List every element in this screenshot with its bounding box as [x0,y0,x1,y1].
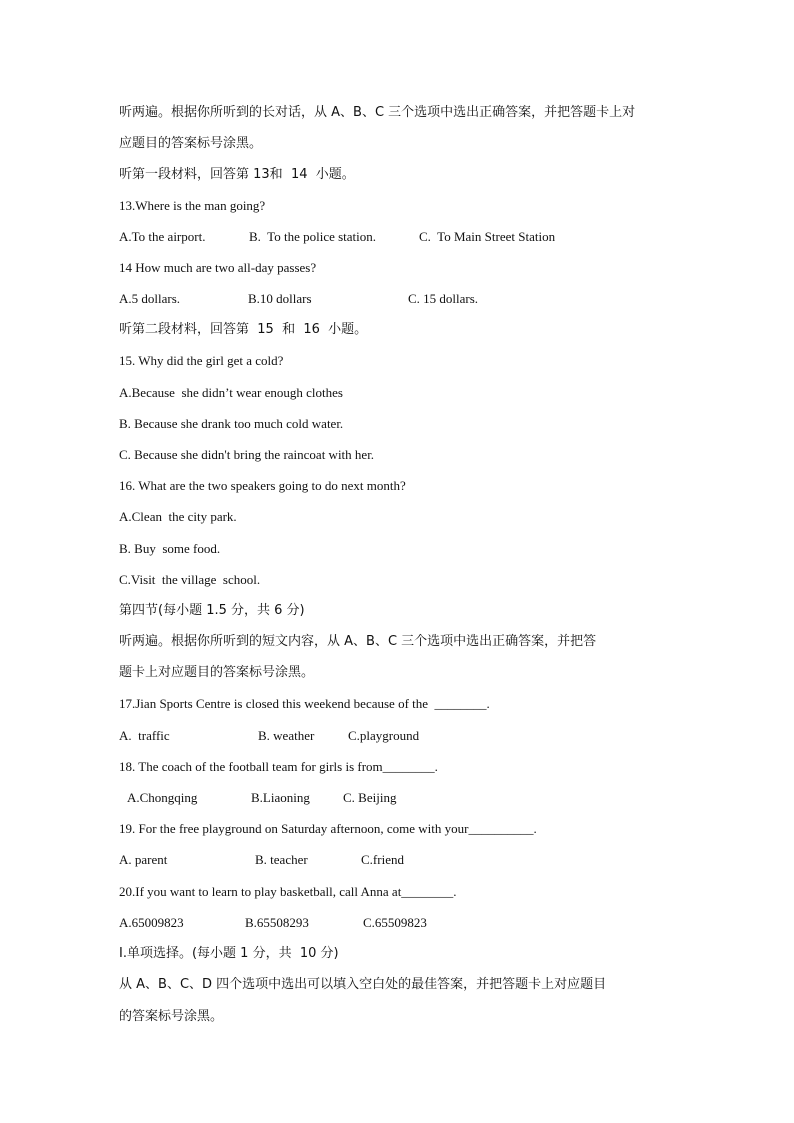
q16-stem: 16. What are the two speakers going to do next month? [119,478,406,493]
q16-option-a: A.Clean the city park. [119,509,237,524]
q17-option-b: B. weather [258,728,315,743]
q14-option-b: B.10 dollars [248,291,312,306]
q20-option-c: C.65509823 [363,915,427,930]
q15-stem: 15. Why did the girl get a cold? [119,353,284,368]
q18-option-c: C. Beijing [343,790,397,805]
q13-stem: 13.Where is the man going? [119,198,266,213]
q20-option-b: B.65508293 [245,915,309,930]
section3-instruction-line1: 听两遍。根据你所听到的长对话，从 A、B、C 三个选项中选出正确答案，并把答题卡上对 [119,105,636,120]
q17-option-c: C.playground [348,728,420,743]
q20-option-a: A.65009823 [119,915,184,930]
q15-option-b: B. Because she drank too much cold water. [119,416,344,431]
q14-option-a: A.5 dollars. [119,291,181,306]
q16-option-b: B. Buy some food. [119,541,221,556]
material1-heading: 听第一段材料，回答第 13和 14 小题。 [119,167,355,182]
q18-option-a: A.Chongqing [127,790,198,805]
part1-instruction-line2: 的答案标号涂黑。 [119,1009,224,1024]
section4-instruction-line2: 题卡上对应题目的答案标号涂黑。 [119,665,315,680]
section4-instruction-line1: 听两遍。根据你所听到的短文内容，从 A、B、C 三个选项中选出正确答案，并把答 [119,634,597,649]
q17-stem: 17.Jian Sports Centre is closed this weekend because of the ________. [119,696,490,711]
section4-heading: 第四节(每小题 1.5 分，共 6 分) [119,603,305,618]
q19-option-b: B. teacher [255,852,308,867]
q16-option-c: C.Visit the village school. [119,572,261,587]
q13-option-b: B. To the police station. [249,229,377,244]
part1-heading: I.单项选择。(每小题 1 分，共 10 分) [119,946,339,961]
q20-stem: 20.If you want to learn to play basketball, call Anna at________. [119,884,457,899]
q14-option-c: C. 15 dollars. [408,291,479,306]
q13-option-a: A.To the airport. [119,229,206,244]
part1-instruction-line1: 从 A、B、C、D 四个选项中选出可以填入空白处的最佳答案，并把答题卡上对应题目 [119,977,607,992]
material2-heading: 听第二段材料，回答第 15 和 16 小题。 [119,322,368,337]
q19-option-c: C.friend [361,852,404,867]
section3-instruction-line2: 应题目的答案标号涂黑。 [119,136,263,151]
q18-stem: 18. The coach of the football team for girls is from________. [119,759,438,774]
q19-stem: 19. For the free playground on Saturday afternoon, come with your__________. [119,821,537,836]
q17-option-a: A. traffic [119,728,170,743]
q15-option-c: C. Because she didn't bring the raincoat with her. [119,447,375,462]
q13-option-c: C. To Main Street Station [419,229,556,244]
q19-option-a: A. parent [119,852,168,867]
q15-option-a: A.Because she didn’t wear enough clothes [119,385,343,400]
q18-option-b: B.Liaoning [251,790,310,805]
q14-stem: 14 How much are two all-day passes? [119,260,317,275]
